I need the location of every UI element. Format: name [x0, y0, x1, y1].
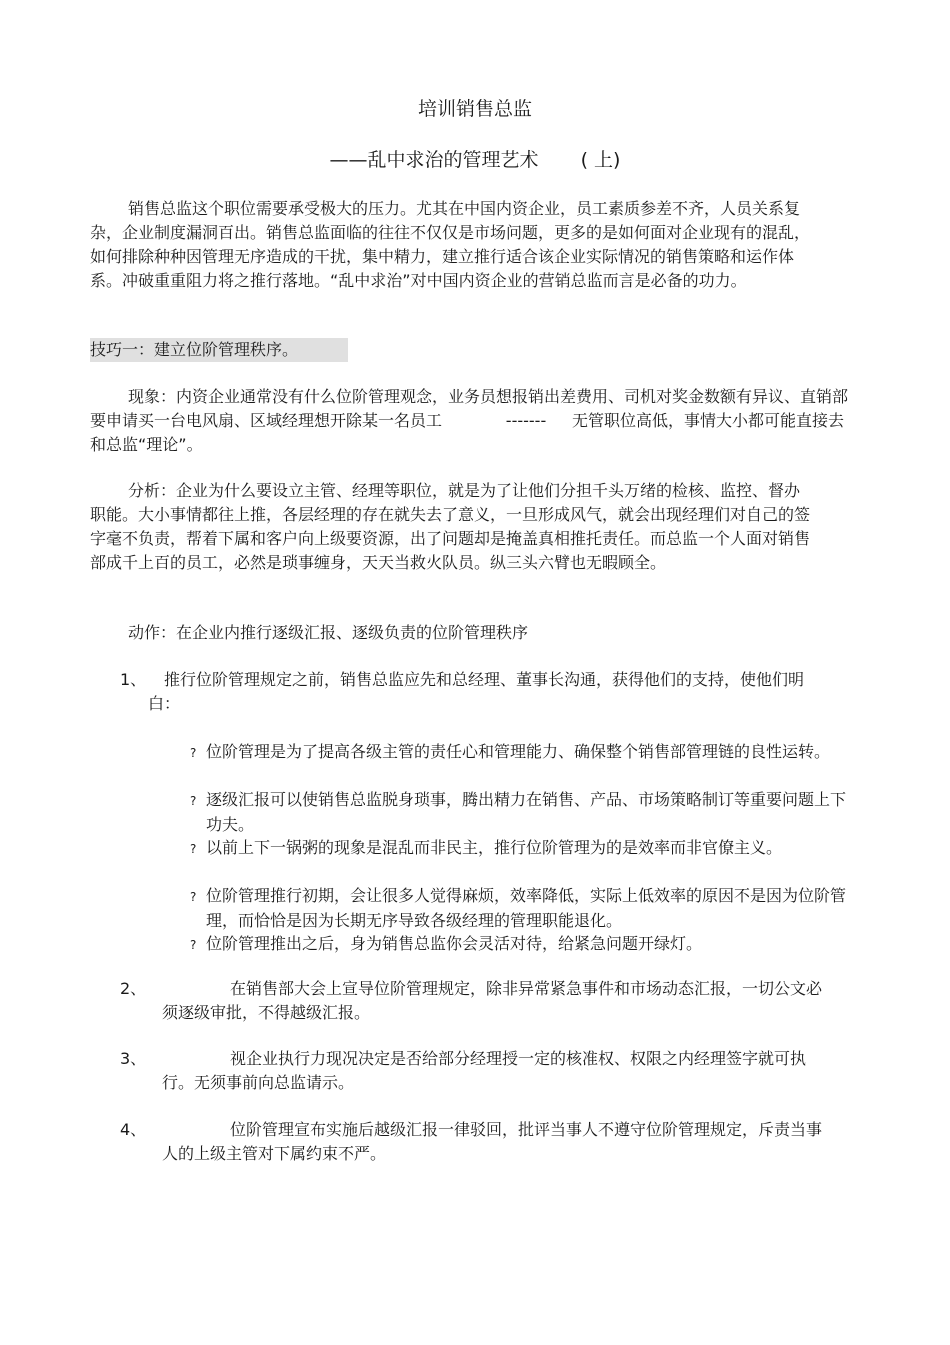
bullet-text: 位阶管理是为了提高各级主管的责任心和管理能力、确保整个销售部管理链的良性运转。	[206, 742, 831, 761]
phenomenon-text-b: 无管职位高低，事情大小都可能直接去和总监“理论”。	[90, 411, 845, 454]
subtitle-part: ( 上)	[580, 149, 621, 171]
phenomenon-text-a: 现象：内资企业通常没有什么位阶管理观念，业务员想报销出差费用、司机对奖金数额有异议、直销部要申请买一台电风扇、区域经理想开除某一名员工	[90, 387, 849, 430]
bullet-item	[176, 740, 856, 765]
list-item-number: 4、	[120, 1120, 147, 1139]
bullet-text: 以前上下一锅粥的现象是混乱而非民主，推行位阶管理为的是效率而非官僚主义。	[206, 838, 783, 857]
bullet-text: 位阶管理推出之后，身为销售总监你会灵活对待，给紧急问题开绿灯。	[206, 934, 703, 953]
document-title: 培训销售总监	[417, 98, 532, 120]
list-item: 位阶管理宣布实施后越级汇报一律驳回，批评当事人不遵守位阶管理规定，斥责当事人的上级主管对下属约束不严。	[162, 1120, 823, 1163]
bullet-item	[176, 836, 856, 861]
bullet-text: 逐级汇报可以使销售总监脱身琐事，腾出精力在销售、产品、市场策略制订等重要问题上下功夫。	[206, 790, 847, 834]
bullet-marker: ?	[190, 794, 197, 808]
list-item-number: 3、	[120, 1049, 147, 1068]
bullet-marker: ?	[190, 746, 197, 760]
bullet-marker: ?	[190, 890, 197, 904]
phenomenon-paragraph	[90, 385, 860, 457]
bullet-text: 位阶管理推行初期，会让很多人觉得麻烦，效率降低，实际上低效率的原因不是因为位阶管理，而恰恰是因为长期无序导致各级经理的管理职能退化。	[206, 886, 847, 930]
analysis-paragraph: 分析：企业为什么要设立主管、经理等职位，就是为了让他们分担千头万绪的检核、监控、督办职能。大小事情都往上推，各层经理的存在就失去了意义，一旦形成风气，就会出现经理们对自己的签字毫不负责，帮着下属和客户向上级要资源，出了问题却是掩盖真相推托责任。而总监一个人面对销售部成千上百的员工，必然是琐事缠身，天天当救火队员。纵三头六臂也无暇顾全。	[90, 481, 811, 572]
bullet-marker: ?	[190, 938, 197, 952]
intro-paragraph: 销售总监这个职位需要承受极大的压力。尤其在中国内资企业，员工素质参差不齐，人员关系复杂，企业制度漏洞百出。销售总监面临的往往不仅仅是市场问题，更多的是如何面对企业现有的混乱，如何排除种种因管理无序造成的干扰，集中精力，建立推行适合该企业实际情况的销售策略和运作体系。冲破重重阻力将之推行落地。“乱中求治”对中国内资企业的营销总监而言是必备的功力。	[90, 199, 811, 290]
list-item-number: 2、	[120, 979, 147, 998]
bullet-item	[176, 932, 856, 957]
phenomenon-dash: -------	[505, 411, 547, 430]
list-item: 视企业执行力现况决定是否给部分经理授一定的核准权、权限之内经理签字就可执行。无须事前向总监请示。	[162, 1049, 807, 1092]
subtitle-text: ——乱中求治的管理艺术	[329, 149, 539, 171]
document-subtitle	[0, 145, 950, 172]
section-heading: 技巧一：建立位阶管理秩序。	[90, 338, 348, 362]
bullet-item	[176, 884, 856, 932]
list-item: 推行位阶管理规定之前，销售总监应先和总经理、董事长沟通，获得他们的支持，使他们明白：	[148, 670, 805, 713]
action-paragraph: 动作：在企业内推行逐级汇报、逐级负责的位阶管理秩序	[128, 623, 529, 642]
list-item: 在销售部大会上宣导位阶管理规定，除非异常紧急事件和市场动态汇报，一切公文必须逐级审批，不得越级汇报。	[162, 979, 823, 1022]
bullet-marker: ?	[190, 842, 197, 856]
bullet-item	[176, 788, 856, 836]
list-item-number: 1、	[120, 670, 147, 689]
